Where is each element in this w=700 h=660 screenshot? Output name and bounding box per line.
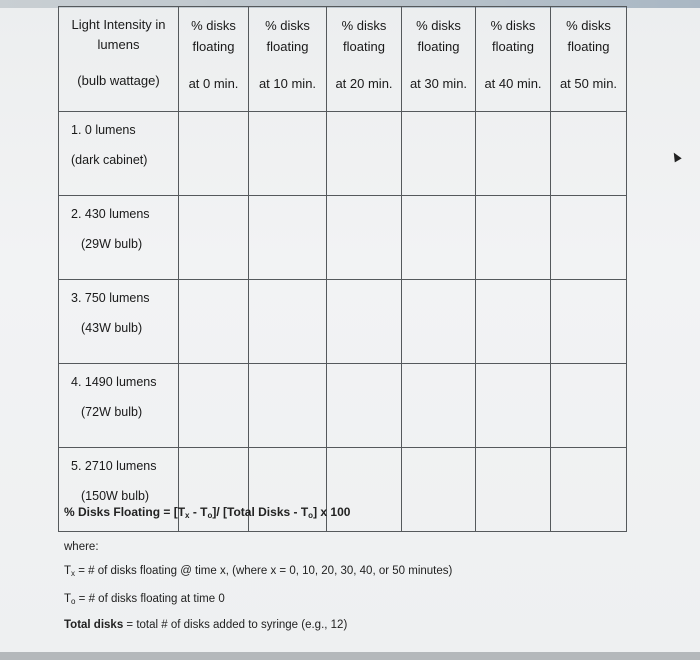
table-cell[interactable] — [402, 448, 476, 532]
row-label-intensity: 5. 2710 lumens — [71, 459, 157, 473]
header-text: floating — [567, 39, 610, 54]
header-text: % disks — [341, 18, 387, 33]
row-label — [59, 364, 179, 448]
table-cell[interactable] — [476, 364, 551, 448]
table-cell[interactable] — [249, 112, 327, 196]
table-header-row — [59, 7, 627, 112]
table-cell[interactable] — [327, 196, 402, 280]
row-label-wattage: (29W bulb) — [81, 237, 143, 251]
table-cell[interactable] — [327, 364, 402, 448]
table-cell[interactable] — [327, 112, 402, 196]
header-text: at 0 min. — [188, 76, 239, 91]
header-text: at 40 min. — [484, 76, 542, 91]
header-0min — [179, 7, 249, 112]
table-cell[interactable] — [249, 196, 327, 280]
table-cell[interactable] — [476, 196, 551, 280]
row-label-intensity: 2. 430 lumens — [71, 207, 150, 221]
table-cell[interactable] — [179, 196, 249, 280]
row-label-wattage: (dark cabinet) — [71, 153, 148, 167]
table-row — [59, 364, 627, 448]
table-cell[interactable] — [476, 112, 551, 196]
header-10min — [249, 7, 327, 112]
header-text: % disks — [416, 18, 461, 33]
header-text: floating — [492, 39, 534, 54]
header-text: lumens — [97, 37, 140, 52]
table-cell[interactable] — [402, 112, 476, 196]
row-label-intensity: 1. 0 lumens — [71, 123, 136, 137]
header-text: at 10 min. — [258, 76, 317, 91]
where-label: where: — [64, 541, 99, 553]
to-definition: $T_o$ = # of disks floating at time 0 — [64, 593, 225, 606]
header-text: Light Intensity in — [71, 17, 166, 32]
header-text: floating — [266, 39, 309, 54]
header-50min — [551, 7, 627, 112]
row-label — [59, 112, 179, 196]
row-label-wattage: (43W bulb) — [81, 321, 143, 335]
row-label — [59, 196, 179, 280]
table-cell[interactable] — [551, 280, 627, 364]
mouse-cursor-icon — [670, 151, 681, 163]
table-cell[interactable] — [476, 280, 551, 364]
header-40min — [476, 7, 551, 112]
table-cell[interactable] — [551, 196, 627, 280]
table-cell[interactable] — [179, 280, 249, 364]
table-row — [59, 280, 627, 364]
header-text: floating — [417, 39, 460, 54]
row-label-wattage: (150W bulb) — [81, 489, 150, 503]
header-text: at 20 min. — [335, 76, 393, 91]
header-text: % disks — [265, 18, 310, 33]
header-text: % disks — [566, 18, 611, 33]
table-cell[interactable] — [402, 196, 476, 280]
row-label — [59, 280, 179, 364]
header-20min — [327, 7, 402, 112]
formula-line: % Disks Floating = $[T_x - T_o]/$ [Total Disks - $T_o$] x 100 — [64, 505, 351, 520]
table-cell[interactable] — [249, 364, 327, 448]
table-row — [59, 112, 627, 196]
table-cell[interactable] — [402, 280, 476, 364]
table-row — [59, 196, 627, 280]
bottom-edge — [0, 652, 700, 660]
table-cell[interactable] — [179, 364, 249, 448]
table-cell[interactable] — [327, 280, 402, 364]
table-cell[interactable] — [551, 448, 627, 532]
table-cell[interactable] — [551, 112, 627, 196]
tx-definition: $T_x$ = # of disks floating @ time x, (where x = 0, 10, 20, 30, 40, or 50 minutes) — [64, 565, 453, 578]
row-label-wattage: (72W bulb) — [81, 405, 143, 419]
total-disks-definition: Total disks = total # of disks added to syringe (e.g., 12) — [64, 619, 348, 631]
table-cell[interactable] — [476, 448, 551, 532]
header-light-intensity — [59, 7, 179, 112]
header-text: (bulb wattage) — [77, 73, 160, 88]
table-cell[interactable] — [249, 280, 327, 364]
table-cell[interactable] — [551, 364, 627, 448]
header-text: floating — [192, 39, 235, 54]
header-text: floating — [343, 39, 385, 54]
table-cell[interactable] — [179, 112, 249, 196]
header-30min — [402, 7, 476, 112]
data-table — [58, 6, 627, 532]
header-text: at 30 min. — [409, 76, 468, 91]
row-label-intensity: 4. 1490 lumens — [71, 375, 157, 389]
table-cell[interactable] — [402, 364, 476, 448]
header-text: % disks — [191, 18, 236, 33]
header-text: at 50 min. — [559, 76, 618, 91]
row-label-intensity: 3. 750 lumens — [71, 291, 150, 305]
header-text: % disks — [490, 18, 536, 33]
